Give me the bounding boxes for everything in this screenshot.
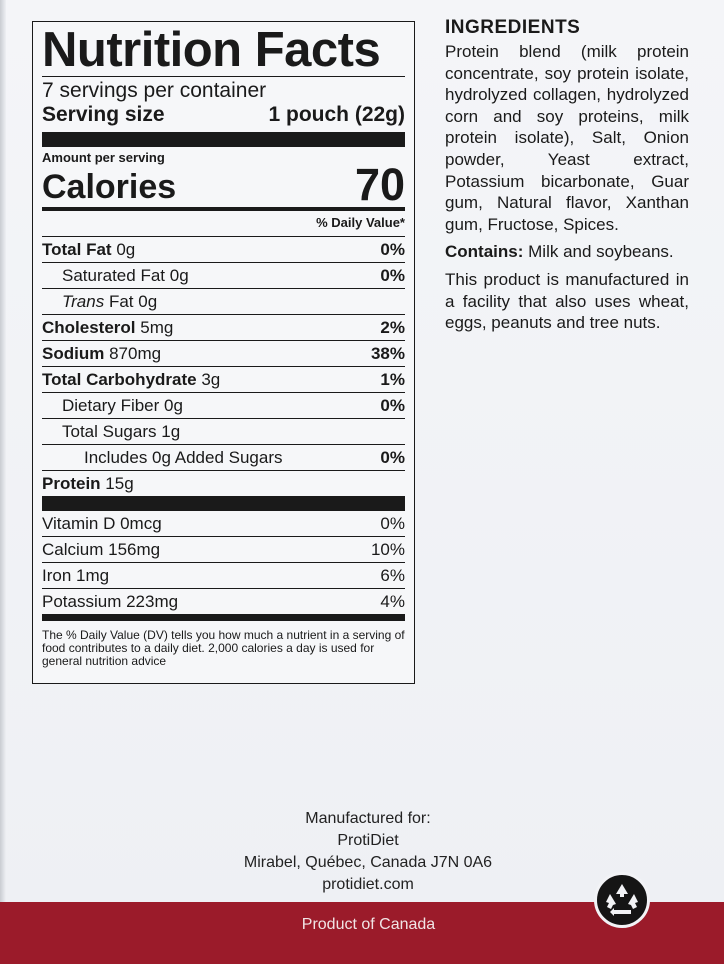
nutrient-amount: 5mg [140,318,174,337]
nutrient-row-trans-fat [42,288,405,314]
serving-size-label: Serving size [42,103,165,126]
nutrient-name: Fat [108,292,134,311]
nutrient-name: Includes 0g Added Sugars [84,448,283,467]
vitamin-dv: 6% [380,566,405,585]
nutrient-row-total-sugars [42,418,405,444]
nutrient-name: Total Sugars [62,422,157,441]
nutrient-row-dietary-fiber [42,392,405,418]
vitamin-row [42,562,405,588]
contains-label: Contains: [445,242,524,262]
nutrient-row-sodium [42,340,405,366]
vitamin-name: Calcium 156mg [42,540,161,559]
nutrient-amount: 0g [164,396,183,415]
nutrient-dv: 0% [380,240,405,259]
nutrient-name-italic: Trans [62,292,105,311]
servings-per-container: 7 servings per container [42,79,267,102]
nutrient-amount: 0g [116,240,136,259]
nutrient-name: Dietary Fiber [62,396,160,415]
nutrient-dv: 38% [370,344,405,363]
calories-label: Calories [42,168,177,206]
allergen-statement [445,241,689,263]
ingredients-section [445,17,689,334]
nutrient-row-protein [42,470,405,496]
facility-statement: This product is manufactured in a facility that also uses wheat, eggs, peanuts and tree nuts. [445,269,689,333]
nutrition-facts-panel [32,21,415,684]
vitamin-name: Vitamin D 0mcg [42,514,162,533]
nutrient-dv: 0% [380,396,405,415]
nutrient-row-total-fat [42,236,405,262]
amount-per-serving: Amount per serving [42,150,165,165]
manufacturer-company: ProtiDiet [337,832,399,849]
daily-value-header: % Daily Value* [316,215,405,230]
manufacturer-website: protidiet.com [322,876,414,893]
vitamin-row [42,588,405,614]
medium-divider [42,614,405,621]
nutrient-name: Saturated Fat [62,266,166,285]
nutrient-row-cholesterol [42,314,405,340]
nutrient-name: Total Fat [42,240,112,259]
manufacturer-block [200,808,536,896]
nutrient-name: Sodium [42,344,105,363]
daily-value-footnote: The % Daily Value (DV) tells you how much a nutrient in a serving of food contributes to a daily diet. 2,000 calories a day is used for general nutrition advice [42,628,405,668]
nutrient-row-total-carbohydrate [42,366,405,392]
nutrient-amount: 870mg [109,344,162,363]
contains-text: Milk and soybeans. [528,242,674,262]
nutrient-name: Total Carbohydrate [42,370,197,389]
vitamin-row [42,511,405,536]
nutrient-amount: 3g [201,370,221,389]
serving-size-row [42,103,405,132]
nutrient-amount: 0g [138,292,158,311]
nutrient-dv: 1% [380,370,405,389]
vitamin-name: Potassium 223mg [42,592,179,611]
nutrition-facts-title: Nutrition Facts [42,23,381,77]
product-origin: Product of Canada [301,916,436,933]
thick-divider [42,132,405,147]
calories-value: 70 [354,159,405,210]
serving-size-value: 1 pouch (22g) [268,103,405,126]
nutrient-dv: 2% [380,318,405,337]
calories-row [42,159,405,210]
thick-divider [42,496,405,511]
nutrient-amount: 1g [161,422,181,441]
vitamin-dv: 10% [370,540,405,559]
vitamin-dv: 0% [380,514,405,533]
nutrient-name: Cholesterol [42,318,136,337]
nutrient-amount: 15g [105,474,134,493]
ingredients-title: INGREDIENTS [445,17,581,38]
vitamin-row [42,536,405,562]
nutrient-name: Protein [42,474,101,493]
nutrient-amount: 0g [169,266,189,285]
vitamin-dv: 4% [380,592,405,611]
manufacturer-address: Mirabel, Québec, Canada J7N 0A6 [243,854,493,871]
nutrient-dv: 0% [380,448,405,467]
nutrient-dv: 0% [380,266,405,285]
vitamin-name: Iron 1mg [42,566,110,585]
recycle-icon [594,872,650,928]
manufacturer-label: Manufactured for: [305,810,431,827]
package-edge [0,0,6,964]
ingredients-text: Protein blend (milk protein concentrate, soy protein isolate, hydrolyzed collagen, hydrolyzed corn and soy proteins, milk protein isolate), Salt, Onion powder, Yeast extract, Potassium bicarbonate, Guar gum, Natural flavor, Xanthan gum, Fructose, Spices. [445,42,689,234]
nutrient-row-saturated-fat [42,262,405,288]
nutrient-row-added-sugars [42,444,405,470]
